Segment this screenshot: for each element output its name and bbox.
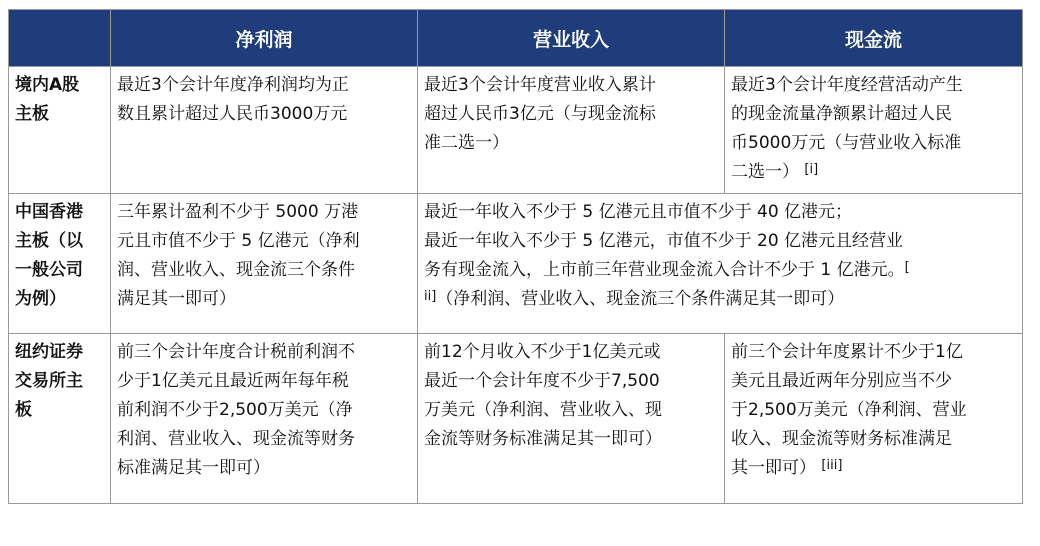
header-cashflow: 现金流 <box>725 10 1023 67</box>
listing-standards-table <box>8 9 1023 504</box>
table-row <box>9 194 1023 334</box>
cell-net-profit: 三年累计盈利不少于 5000 万港 元且市值不少于 5 亿港元（净利 润、营业收入、现金流三个条件 满足其一即可） <box>111 194 418 334</box>
header-row <box>9 10 1023 67</box>
header-blank-cell <box>9 10 111 67</box>
footnote-ref[interactable]: [iii] <box>821 458 843 473</box>
cell-revenue: 最近3个会计年度营业收入累计 超过人民币3亿元（与现金流标 准二选一） <box>418 67 725 194</box>
cell-revenue: 前12个月收入不少于1亿美元或 最近一个会计年度不少于7,500 万美元（净利润、营业收入、现 金流等财务标准满足其一即可） <box>418 334 725 504</box>
header-revenue: 营业收入 <box>418 10 725 67</box>
cell-cashflow: 前三个会计年度累计不少于1亿 美元且最近两年分别应当不少 于2,500万美元（净利润、营业 收入、现金流等财务标准满足 其一即可） [iii] <box>725 334 1023 504</box>
header-net-profit: 净利润 <box>111 10 418 67</box>
table-row <box>9 67 1023 194</box>
row-label-a-share: 境内A股 主板 <box>9 67 111 194</box>
cell-cashflow: 最近3个会计年度经营活动产生 的现金流量净额累计超过人民 币5000万元（与营业收入标准 二选一） [i] <box>725 67 1023 194</box>
footnote-ref-open[interactable]: [ <box>904 260 910 275</box>
row-label-hong-kong: 中国香港 主板（以 一般公司 为例） <box>9 194 111 334</box>
table-row <box>9 334 1023 504</box>
footnote-ref[interactable]: ii] <box>424 289 437 304</box>
cell-net-profit: 前三个会计年度合计税前利润不 少于1亿美元且最近两年每年税 前利润不少于2,500万美元（净 利润、营业收入、现金流等财务 标准满足其一即可） <box>111 334 418 504</box>
row-label-nyse: 纽约证券 交易所主 板 <box>9 334 111 504</box>
footnote-ref[interactable]: [i] <box>804 162 819 177</box>
cell-net-profit: 最近3个会计年度净利润均为正 数且累计超过人民币3000万元 <box>111 67 418 194</box>
cell-revenue-cashflow-merged: 最近一年收入不少于 5 亿港元且市值不少于 40 亿港元； 最近一年收入不少于 5 亿港元，市值不少于 20 亿港元且经营业 务有现金流入，上市前三年营业现金流入合计不少于 1 亿港元。[ $^{ii]}$（净利润、营业收入、现金流三个条件满足其一即可） <box>418 194 1023 334</box>
